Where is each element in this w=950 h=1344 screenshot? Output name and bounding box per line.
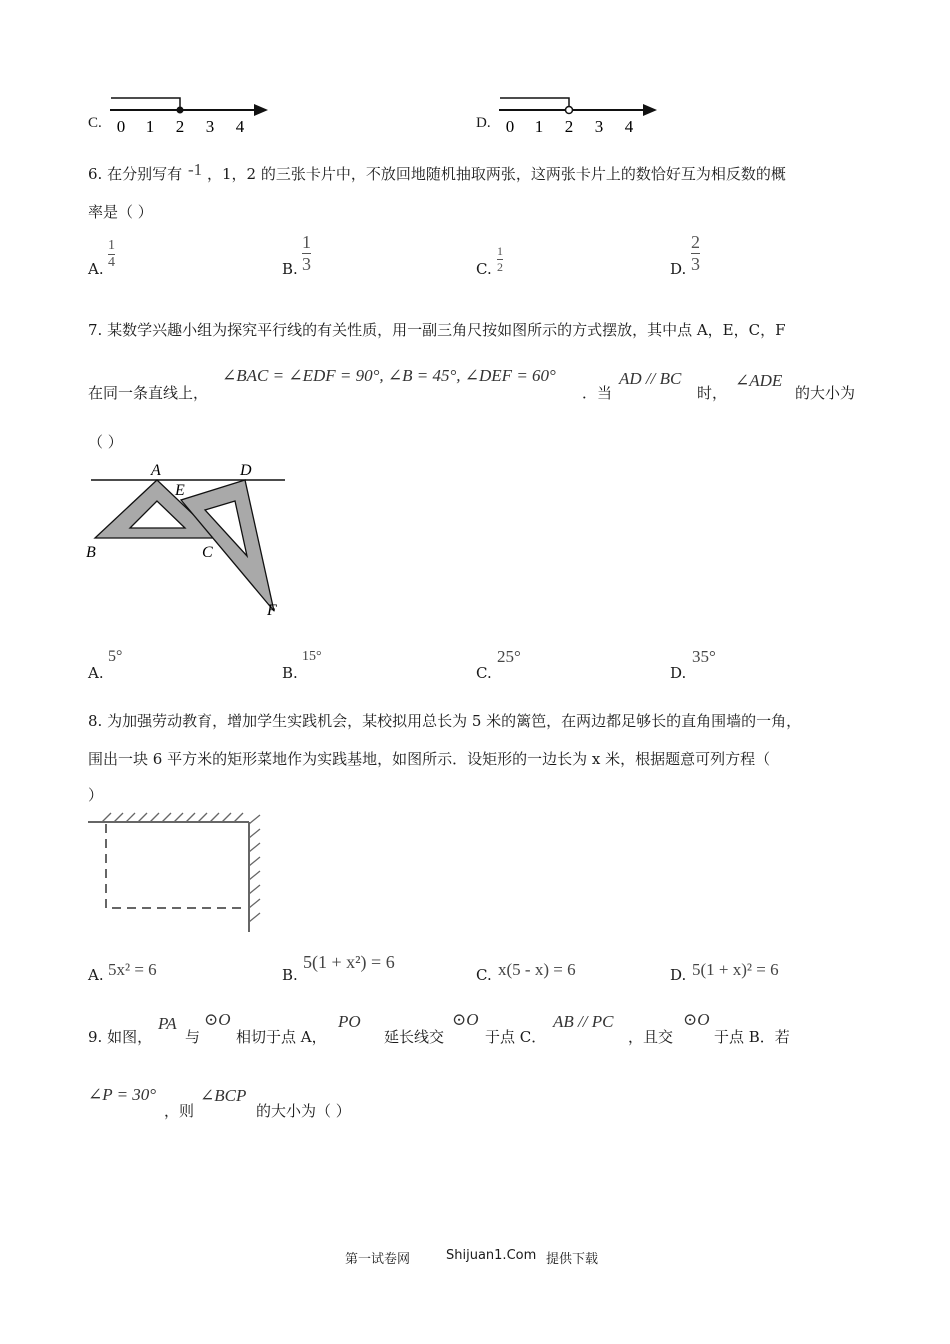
q7-stem-line1: 7. 某数学兴趣小组为探究平行线的有关性质，用一副三角尺按如图所示的方式摆放，其中点 A，E，C，F (88, 321, 786, 339)
q6-stem-start: 6. 在分别写有 (88, 165, 183, 183)
option-label: B. (282, 260, 298, 278)
fraction (302, 232, 311, 275)
option-value: 5(1 + x)² = 6 (692, 960, 779, 979)
q6-negative-one: -1 (188, 160, 203, 179)
option-label: C. (476, 966, 492, 984)
denominator: 3 (691, 254, 700, 274)
wall-hatching (102, 813, 260, 922)
q6-stem-line2: 率是（ ） (88, 203, 153, 221)
denominator: 3 (302, 254, 311, 274)
q9-angle-p: ∠P = 30° (88, 1085, 157, 1104)
q7-option-b[interactable] (282, 648, 402, 682)
denominator: 4 (108, 255, 115, 270)
label-d: D (240, 462, 252, 479)
option-label: A. (88, 664, 104, 682)
numerator: 1 (497, 244, 503, 258)
number-line-d (497, 92, 662, 137)
option-value: x(5 - x) = 6 (498, 960, 576, 979)
q6-stem-rest: ，1，2 的三张卡片中，不放回地随机抽取两张，这两张卡片上的数恰好互为相反数的概 (207, 165, 786, 183)
denominator: 2 (497, 260, 503, 274)
option-label: B. (282, 966, 298, 984)
q9-parallel-ab-pc: AB // PC (553, 1012, 614, 1031)
label-c: C (202, 544, 213, 561)
q9-text: 于点 B．若 (714, 1028, 790, 1046)
fraction (691, 232, 700, 275)
q9-text: 的大小为（ ） (256, 1102, 351, 1120)
option-label: B. (282, 664, 298, 682)
tick-label: 1 (534, 117, 544, 136)
option-label: C. (476, 260, 492, 278)
q7-stem-line2-start: 在同一条直线上， (88, 384, 209, 402)
q7-text-then: 时， (697, 384, 728, 402)
q9-text: 相切于点 A， (236, 1028, 327, 1046)
triangle-def (181, 480, 274, 611)
q7-triangle-figure (85, 458, 295, 623)
q7-answer-brackets: （ ） (88, 433, 123, 451)
tick-label: 0 (116, 117, 126, 136)
tick-label: 4 (235, 117, 245, 136)
footer-site-domain: Shijuan1.Com (446, 1248, 537, 1263)
q9-segment-pa: PA (158, 1014, 177, 1033)
q9-text: 9. 如图， (88, 1028, 153, 1046)
q7-angle-formula: ∠BAC = ∠EDF = 90°, ∠B = 45°, ∠DEF = 60° (222, 366, 556, 385)
tick-label: 2 (175, 117, 185, 136)
q9-segment-po: PO (338, 1012, 361, 1031)
tick-label: 2 (564, 117, 574, 136)
q9-circle-o: ⊙O (683, 1010, 710, 1029)
q9-text: 与 (185, 1028, 201, 1046)
option-label: C. (88, 115, 102, 131)
option-label: A. (88, 260, 104, 278)
tick-label: 3 (205, 117, 215, 136)
q7-stem-line2-end: 的大小为 (795, 384, 856, 402)
numerator: 2 (691, 232, 700, 252)
q9-text: 延长线交 (384, 1028, 445, 1046)
q7-option-c[interactable] (476, 648, 596, 682)
q9-text: ，且交 (628, 1028, 674, 1046)
option-label: D. (670, 966, 687, 984)
option-value: 35° (692, 647, 716, 666)
label-a: A (151, 462, 161, 479)
option-label: D. (670, 664, 687, 682)
number-line-c (108, 92, 273, 137)
footer-download-text: 提供下载 (546, 1252, 599, 1267)
option-label: C. (476, 664, 492, 682)
q8-stem-line1: 8. 为加强劳动教育，增加学生实践机会，某校拟用总长为 5 米的篱笆，在两边都足够长的直角围墙的一角， (88, 712, 802, 730)
tick-label: 0 (505, 117, 515, 136)
fence-dashed (106, 824, 247, 908)
tick-label: 1 (145, 117, 155, 136)
option-value: 5(1 + x²) = 6 (303, 952, 395, 972)
q9-text: ，则 (164, 1102, 195, 1120)
fraction (108, 238, 115, 271)
numerator: 1 (302, 232, 311, 252)
option-label: D. (476, 115, 491, 131)
q8-stem-line2: 围出一块 6 平方米的矩形菜地作为实践基地，如图所示．设矩形的一边长为 x 米，根据题意可列方程（ (88, 750, 771, 768)
option-label: A. (88, 966, 104, 984)
option-value: 5° (108, 648, 123, 665)
option-value: 5x² = 6 (108, 960, 157, 979)
tick-label: 3 (594, 117, 604, 136)
label-e: E (175, 482, 185, 499)
footer-site-name: 第一试卷网 (345, 1252, 411, 1267)
option-value: 25° (497, 647, 521, 666)
fraction (497, 244, 503, 275)
label-b: B (86, 544, 96, 561)
q7-option-a[interactable] (88, 648, 208, 682)
option-value: 15° (302, 649, 322, 664)
q9-circle-o: ⊙O (204, 1010, 231, 1029)
q7-parallel-condition: AD // BC (619, 369, 682, 388)
q7-option-d[interactable] (670, 648, 790, 682)
option-label: D. (670, 260, 687, 278)
tick-label: 4 (624, 117, 634, 136)
q9-circle-o: ⊙O (452, 1010, 479, 1029)
label-f: F (267, 602, 277, 619)
q7-text-when: ．当 (582, 384, 613, 402)
q9-angle-bcp: ∠BCP (200, 1086, 247, 1105)
q7-target-angle: ∠ADE (735, 371, 783, 390)
numerator: 1 (108, 238, 115, 253)
q8-stem-line3: ） (88, 786, 104, 804)
q8-wall-corner-figure (86, 810, 266, 935)
q9-text: 于点 C． (485, 1028, 547, 1046)
